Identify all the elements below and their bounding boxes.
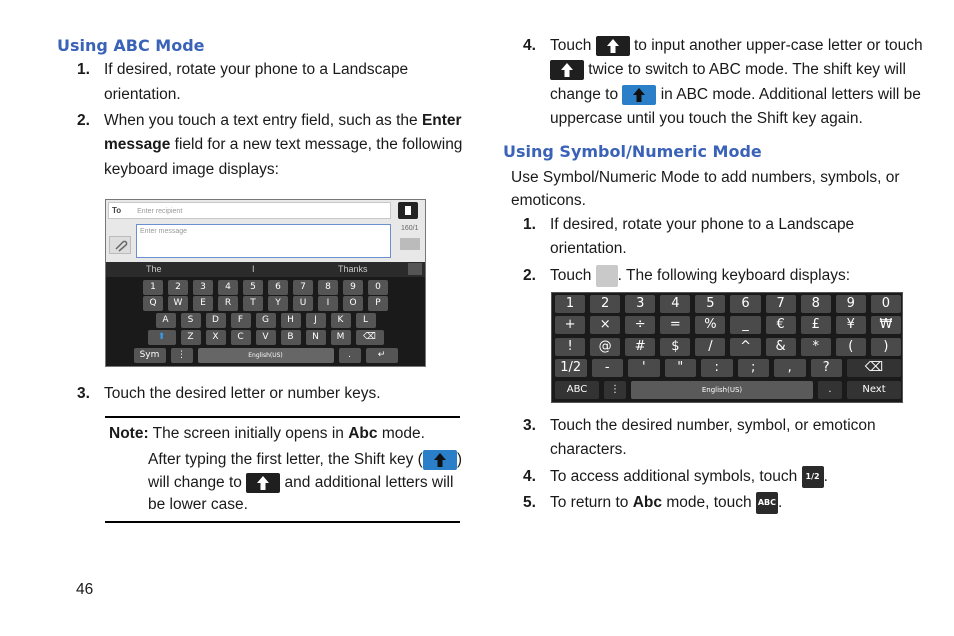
step-2-line1: When you touch a text entry field, such as the Enter — [104, 112, 462, 129]
symbol-key: 1/2 — [555, 359, 587, 377]
letter-key: M — [331, 330, 351, 345]
period-key: . — [339, 348, 361, 363]
letter-key: V — [256, 330, 276, 345]
keyboard-symbol-image — [551, 292, 903, 403]
symbol-key: ÷ — [625, 316, 655, 334]
symbol-key: # — [625, 338, 655, 356]
heading-symbol-numeric-mode: Using Symbol/Numeric Mode — [503, 142, 762, 161]
symbol-key: _ — [730, 316, 760, 334]
period-key: . — [818, 381, 842, 399]
heading-abc-mode: Using ABC Mode — [57, 36, 205, 55]
symbol-key: ; — [738, 359, 770, 377]
r-step-3-line1: Touch the desired number, symbol, or emoticon — [550, 417, 876, 434]
r-step-5-num: 5. — [523, 494, 536, 511]
keyboard-row-z — [106, 330, 425, 345]
number-key: 7 — [293, 280, 313, 295]
number-key: 1 — [555, 295, 585, 313]
shift-dark-icon — [596, 36, 630, 56]
message-field: Enter message — [136, 224, 391, 258]
letter-key: Q — [143, 296, 163, 311]
r-step-1-line2: orientation. — [550, 240, 627, 257]
symbol-key: ! — [555, 338, 585, 356]
abc-key: ABC — [555, 381, 599, 399]
symbol-key: + — [555, 316, 585, 334]
symbol-key: ' — [628, 359, 660, 377]
next-key: Next — [847, 381, 901, 399]
number-key: 3 — [625, 295, 655, 313]
half-key-icon: 1/2 — [802, 466, 824, 488]
letter-key: H — [281, 313, 301, 328]
symbol-key: @ — [590, 338, 620, 356]
number-key: 4 — [660, 295, 690, 313]
note-bottom-rule — [105, 521, 460, 523]
keyboard2-row3 — [555, 338, 901, 356]
step-3-text: Touch the desired letter or number keys. — [104, 385, 381, 402]
r-step-3-num: 3. — [523, 417, 536, 434]
note-line4: be lower case. — [148, 496, 248, 513]
keyboard-row-numbers — [106, 280, 425, 295]
symbol-key: - — [592, 359, 624, 377]
intro-line1: Use Symbol/Numeric Mode to add numbers, symbols, or — [511, 169, 900, 186]
r-step-3-line2: characters. — [550, 441, 627, 458]
number-key: 9 — [343, 280, 363, 295]
number-key: 6 — [730, 295, 760, 313]
symbol-key: € — [766, 316, 796, 334]
letter-key: C — [231, 330, 251, 345]
keyboard-row-q — [106, 296, 425, 311]
r-step-4-line1: Touch to input another upper-case letter or touch — [550, 37, 923, 54]
number-key: 6 — [268, 280, 288, 295]
letter-key: B — [281, 330, 301, 345]
symbol-key: ^ — [730, 338, 760, 356]
symbol-key: " — [665, 359, 697, 377]
symbol-key: * — [801, 338, 831, 356]
note-line3: will change to and additional letters will — [148, 474, 454, 491]
shift-dark-icon — [550, 60, 584, 80]
mic-key: ⋮ — [171, 348, 193, 363]
number-key: 0 — [871, 295, 901, 313]
letter-key: D — [206, 313, 226, 328]
number-key: 8 — [318, 280, 338, 295]
letter-key: Z — [181, 330, 201, 345]
step-2-line2: message field for a new text message, the following — [104, 136, 463, 153]
symbol-key: ₩ — [871, 316, 901, 334]
letter-key: L — [356, 313, 376, 328]
symbol-key: ? — [811, 359, 843, 377]
backspace-key: ⌫ — [847, 359, 901, 377]
note-line1: Note: The screen initially opens in Abc mode. — [109, 425, 425, 442]
symbol-key: $ — [660, 338, 690, 356]
symbol-key: & — [766, 338, 796, 356]
letter-key: O — [343, 296, 363, 311]
number-key: 2 — [168, 280, 188, 295]
send-icon — [400, 238, 420, 250]
r-step-1-num: 1. — [523, 216, 536, 233]
keyboard2-row-bottom — [555, 381, 901, 399]
number-key: 5 — [695, 295, 725, 313]
number-key: 8 — [801, 295, 831, 313]
note-top-rule — [105, 416, 460, 418]
number-key: 3 — [193, 280, 213, 295]
note-line2: After typing the first letter, the Shift key ( ) — [148, 451, 462, 468]
shift-blue-icon — [622, 85, 656, 105]
letter-key: N — [306, 330, 326, 345]
symbol-key: : — [701, 359, 733, 377]
step-1-line2: orientation. — [104, 86, 181, 103]
mic-key: ⋮ — [604, 381, 626, 399]
r-step-1-line1: If desired, rotate your phone to a Landscape — [550, 216, 855, 233]
attach-icon — [109, 236, 131, 254]
recipient-field: To Enter recipient — [108, 202, 391, 219]
sym-key: Sym — [134, 348, 166, 363]
intro-line2: emoticons. — [511, 192, 586, 209]
number-key: 9 — [836, 295, 866, 313]
char-counter: 160/1 — [401, 225, 419, 232]
keyboard-row-bottom — [106, 348, 425, 363]
symbol-key: £ — [801, 316, 831, 334]
suggestion-bar: The I Thanks — [106, 262, 425, 277]
r-step-4-line3: change to in ABC mode. Additional letters will be — [550, 86, 921, 103]
letter-key: T — [243, 296, 263, 311]
symbol-key: ¥ — [836, 316, 866, 334]
letter-key: P — [368, 296, 388, 311]
keyboard2-row4 — [555, 359, 901, 377]
number-key: 1 — [143, 280, 163, 295]
sym-key-icon — [596, 265, 618, 287]
letter-key: X — [206, 330, 226, 345]
letter-key: U — [293, 296, 313, 311]
letter-key: W — [168, 296, 188, 311]
letter-key: K — [331, 313, 351, 328]
shift-dark-icon — [246, 473, 280, 493]
step-1: 1. — [77, 61, 90, 78]
number-key: 7 — [766, 295, 796, 313]
page-number: 46 — [76, 581, 94, 598]
message-compose-area — [106, 200, 425, 262]
step-2-num: 2. — [77, 112, 90, 129]
keyboard-abc-image — [105, 199, 426, 367]
enter-key: ↵ — [366, 348, 398, 363]
space-key: English(US) — [631, 381, 813, 399]
symbol-key: ( — [836, 338, 866, 356]
shift-blue-icon — [423, 450, 457, 470]
r-step-4-line2: twice to switch to ABC mode. The shift key will — [550, 58, 906, 82]
backspace-key: ⌫ — [356, 330, 384, 345]
symbol-key: / — [695, 338, 725, 356]
r-step-5-text: To return to Abc mode, touch ABC . — [550, 491, 782, 515]
letter-key: I — [318, 296, 338, 311]
abc-key-icon: ABC — [756, 492, 778, 514]
letter-key: G — [256, 313, 276, 328]
r-step-4b-text: To access additional symbols, touch 1/2 . — [550, 465, 828, 489]
step-2-line3: keyboard image displays: — [104, 161, 279, 178]
letter-key: R — [218, 296, 238, 311]
r-step-4b-num: 4. — [523, 468, 536, 485]
letter-key: Y — [268, 296, 288, 311]
space-key: English(US) — [198, 348, 334, 363]
contact-icon — [398, 202, 418, 219]
r-step-2-text: Touch . The following keyboard displays: — [550, 264, 850, 288]
letter-key: A — [156, 313, 176, 328]
shift-key: ⬆ — [148, 330, 176, 345]
keyboard-row-a — [106, 313, 425, 328]
number-key: 0 — [368, 280, 388, 295]
step-3-num: 3. — [77, 385, 90, 402]
symbol-key: % — [695, 316, 725, 334]
r-step-4-num: 4. — [523, 37, 536, 54]
symbol-key: = — [660, 316, 690, 334]
letter-key: S — [181, 313, 201, 328]
number-key: 5 — [243, 280, 263, 295]
keyboard2-row1 — [555, 295, 901, 313]
chevron-down-icon — [408, 263, 422, 275]
number-key: 2 — [590, 295, 620, 313]
letter-key: J — [306, 313, 326, 328]
letter-key: F — [231, 313, 251, 328]
symbol-key: , — [774, 359, 806, 377]
letter-key: E — [193, 296, 213, 311]
symbol-key: ) — [871, 338, 901, 356]
r-step-4-line4: uppercase until you touch the Shift key again. — [550, 110, 863, 127]
keyboard2-row2 — [555, 316, 901, 334]
number-key: 4 — [218, 280, 238, 295]
r-step-2-num: 2. — [523, 267, 536, 284]
symbol-key: × — [590, 316, 620, 334]
step-1-line1: If desired, rotate your phone to a Landscape — [104, 61, 409, 78]
